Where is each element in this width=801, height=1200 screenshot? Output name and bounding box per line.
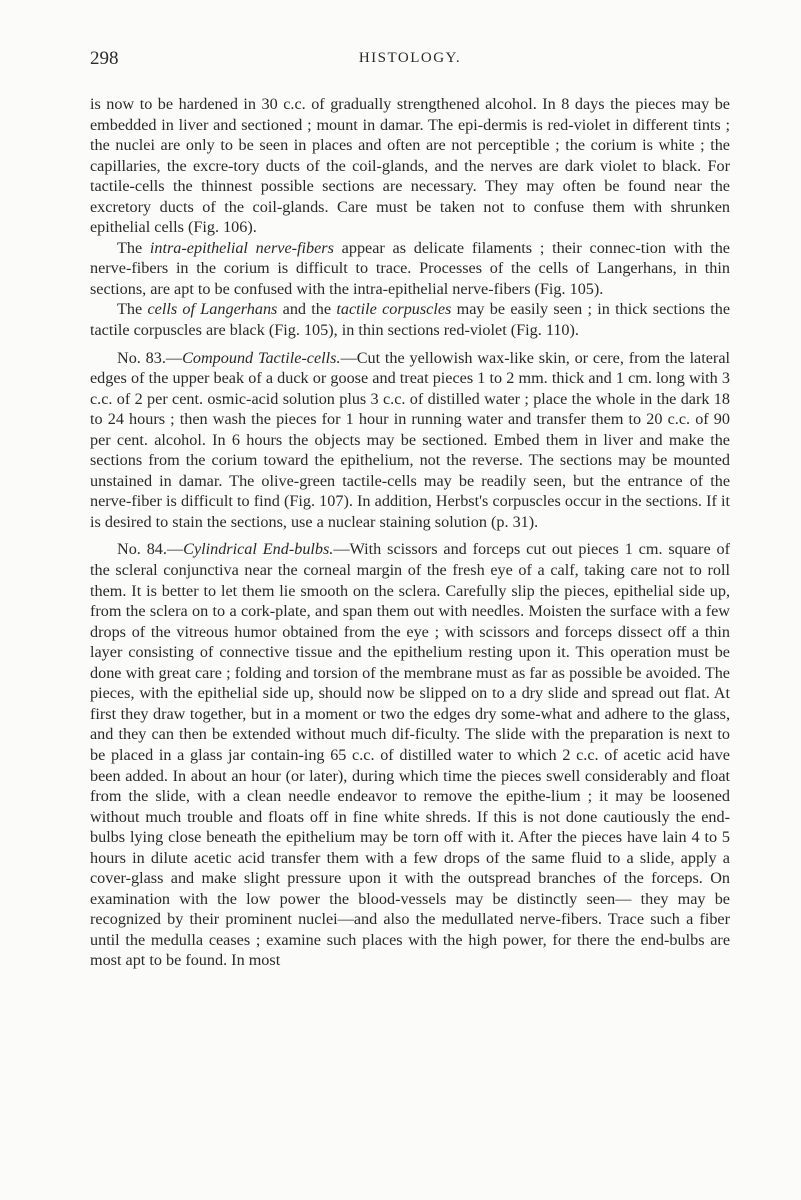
section-body: —With scissors and forceps cut out pieces 1 cm. square of the scleral conjunctiva near the corneal margin of the fresh eye of a calf, taking care not to roll them. It is better to let them lie smooth on the sclera. Carefully slip the pieces, epithelial side up, from the sclera on to a cork-plate, and span them out with needles. Moisten the surface with a few drops of the vitreous humor obtained from the eye ; with scissors and forceps dissect off a thin layer consisting of connective tissue and the epithelium resting upon it. This operation must be done with great care ; folding and torsion of the membrane must as far as possible be avoided. The pieces, with the epithelial side up, should now be slipped on to a dry slide and spread out flat. At first they draw together, but in a moment or two the edges dry some-what and adhere to the glass, and they can then be extended without much dif-ficulty. The slide with the preparation is next to be placed in a glass jar contain-ing 65 c.c. of distilled water to which 2 c.c. of acetic acid have been added. In about an hour (or later), during which time the pieces swell considerably and float from the slide, with a clean needle endeavor to remove the epithe-lium ; it may be loosened without much trouble and floats off in fine white shreds. If this is not done cautiously the end-bulbs lying close beneath the epithelium may be torn off with it. After the pieces have lain 4 to 5 hours in dilute acetic acid transfer them with a few drops of the same fluid to a slide, apply a cover-glass and make slight pressure upon it with the outspread branches of the forceps. On examination with the low power the blood-vessels may be distinctly seen— they may be recognized by their prominent nuclei—and also the medullated nerve-fibers. Trace such a fiber until the medulla ceases ; examine such places with the high power, for there the end-bulbs are most apt to be found. In most	[90, 540, 730, 970]
page-header	[90, 48, 730, 72]
paragraph-text: may be easily seen ; in thick sections the tactile corpuscles are black (Fig. 105), in thin sections red-violet (Fig. 110).	[90, 300, 731, 340]
italic-term: tactile corpuscles	[336, 300, 452, 319]
paragraph-langerhans	[90, 299, 730, 340]
page-number: 298	[90, 48, 119, 69]
section-number: No. 83.—	[117, 348, 183, 367]
section-title: Cylindrical End-bulbs.	[183, 540, 334, 559]
body-text	[90, 94, 730, 971]
section-body: —Cut the yellowish wax-like skin, or cere, from the lateral edges of the upper beak of a duck or goose and treat pieces 1 to 2 mm. thick and 1 cm. long with 3 c.c. of 2 per cent. osmic-acid solution plus 3 c.c. of distilled water ; place the whole in the dark 18 to 24 hours ; then wash the pieces for 1 hour in running water and transfer them to 20 c.c. of 90 per cent. alcohol. In 6 hours the objects may be sectioned. Embed them in liver and make the sections from the corium toward the epithelium, not the reverse. The sections may be mounted unstained in damar. The olive-green tactile-cells may be readily seen, but the entrance of the nerve-fiber is difficult to find (Fig. 107). In addition, Herbst's corpuscles occur in the sections. If it is desired to stain the sections, use a nuclear staining solution (p. 31).	[90, 348, 731, 531]
italic-term: intra-epithelial nerve-fibers	[149, 238, 334, 257]
paragraph-continuation: is now to be hardened in 30 c.c. of gradually strengthened alcohol. In 8 days the pieces may be embedded in liver and sectioned ; mount in damar. The epi-dermis is red-violet in different tints ; the nuclei are only to be seen in places and often are not perceptible ; the corium is white ; the capillaries, the excre-tory ducts of the coil-glands, and the nerves are dark violet to black. For tactile-cells the thinnest possible sections are necessary. They may often be found near the excretory ducts of the coil-glands. Care must be taken not to confuse them with shrunken epithelial cells (Fig. 106).	[90, 95, 730, 237]
section-84	[90, 539, 730, 970]
paragraph-intra-epithelial	[90, 238, 730, 300]
running-head: HISTOLOGY.	[358, 50, 462, 66]
paragraph-text: appear as delicate filaments ; their connec-tion with the nerve-fibers in the corium is difficult to trace. Processes of the cells of Langerhans, in thin sections, are apt to be confused with the intra-epithelial nerve-fibers (Fig. 105).	[90, 238, 730, 298]
section-number: No. 84.—	[117, 540, 184, 559]
paragraph-text: The	[117, 238, 150, 257]
italic-term: cells of Langerhans	[147, 300, 278, 319]
section-title: Compound Tactile-cells.	[182, 348, 341, 367]
section-83	[90, 348, 730, 533]
paragraph-text: The	[117, 300, 148, 319]
paragraph-text: and the	[277, 300, 337, 319]
